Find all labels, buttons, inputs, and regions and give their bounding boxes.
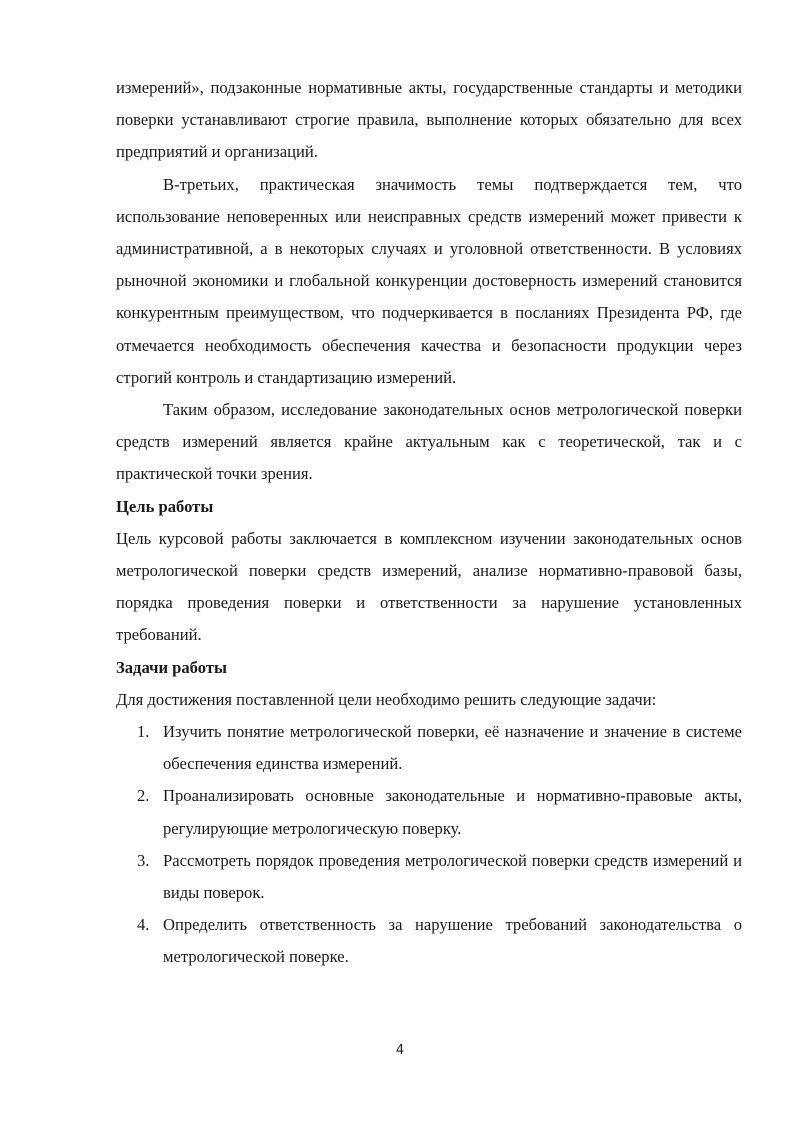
list-item-text: Рассмотреть порядок проведения метрологической поверки средств измерений и виды поверок. [163,850,742,903]
list-item [116,780,742,844]
list-item [116,909,742,973]
tasks-heading: Задачи работы [116,657,227,677]
list-item-number: 4. [137,915,150,935]
list-item [116,845,742,909]
list-item-number: 3. [137,850,150,870]
list-item-text: Изучить понятие метрологической поверки, её назначение и значение в системе обеспечения единства измерений. [163,722,742,774]
list-item-text: Проанализировать основные законодательные и нормативно-правовые акты, регулирующие метрологическую поверку. [163,786,742,838]
paragraph-intro-continuation: измерений», подзаконные нормативные акты, государственные стандарты и методики поверки устанавливают строгие правила, выполнение которых обязательно для всех предприятий и организаций. [116,78,742,162]
tasks-intro: Для достижения поставленной цели необходимо решить следующие задачи: [116,689,657,709]
list-item [116,716,742,780]
list-item-text: Определить ответственность за нарушение требований законодательства о метрологической поверке. [163,915,742,967]
tasks-list [116,716,742,974]
page-number: 4 [395,1043,405,1058]
goal-paragraph: Цель курсовой работы заключается в комплексном изучении законодательных основ метрологической поверки средств измерений, анализе нормативно-правовой базы, порядка проведения поверки и ответственности за нарушение установленных требований. [116,528,742,645]
goal-heading: Цель работы [116,496,214,516]
list-item-number: 1. [137,722,150,742]
list-item-number: 2. [137,786,150,806]
paragraph-conclusion: Таким образом, исследование законодательных основ метрологической поверки средств измерений является крайне актуальным как с теоретической, так и с практической точки зрения. [116,400,742,484]
page-body [116,72,742,974]
paragraph-practical-significance: В-третьих, практическая значимость темы подтверждается тем, что использование неповеренных или неисправных средств измерений может привести к административной, а в некоторых случаях и уголовной ответственности. В условиях рыночной экономики и глобальной конкуренции достоверность измерений становится конкурентным преимуществом, что подчеркивается в посланиях Президента РФ, где отмечается необходимость обеспечения качества и безопасности продукции через строгий контроль и стандартизацию измерений. [116,174,742,387]
